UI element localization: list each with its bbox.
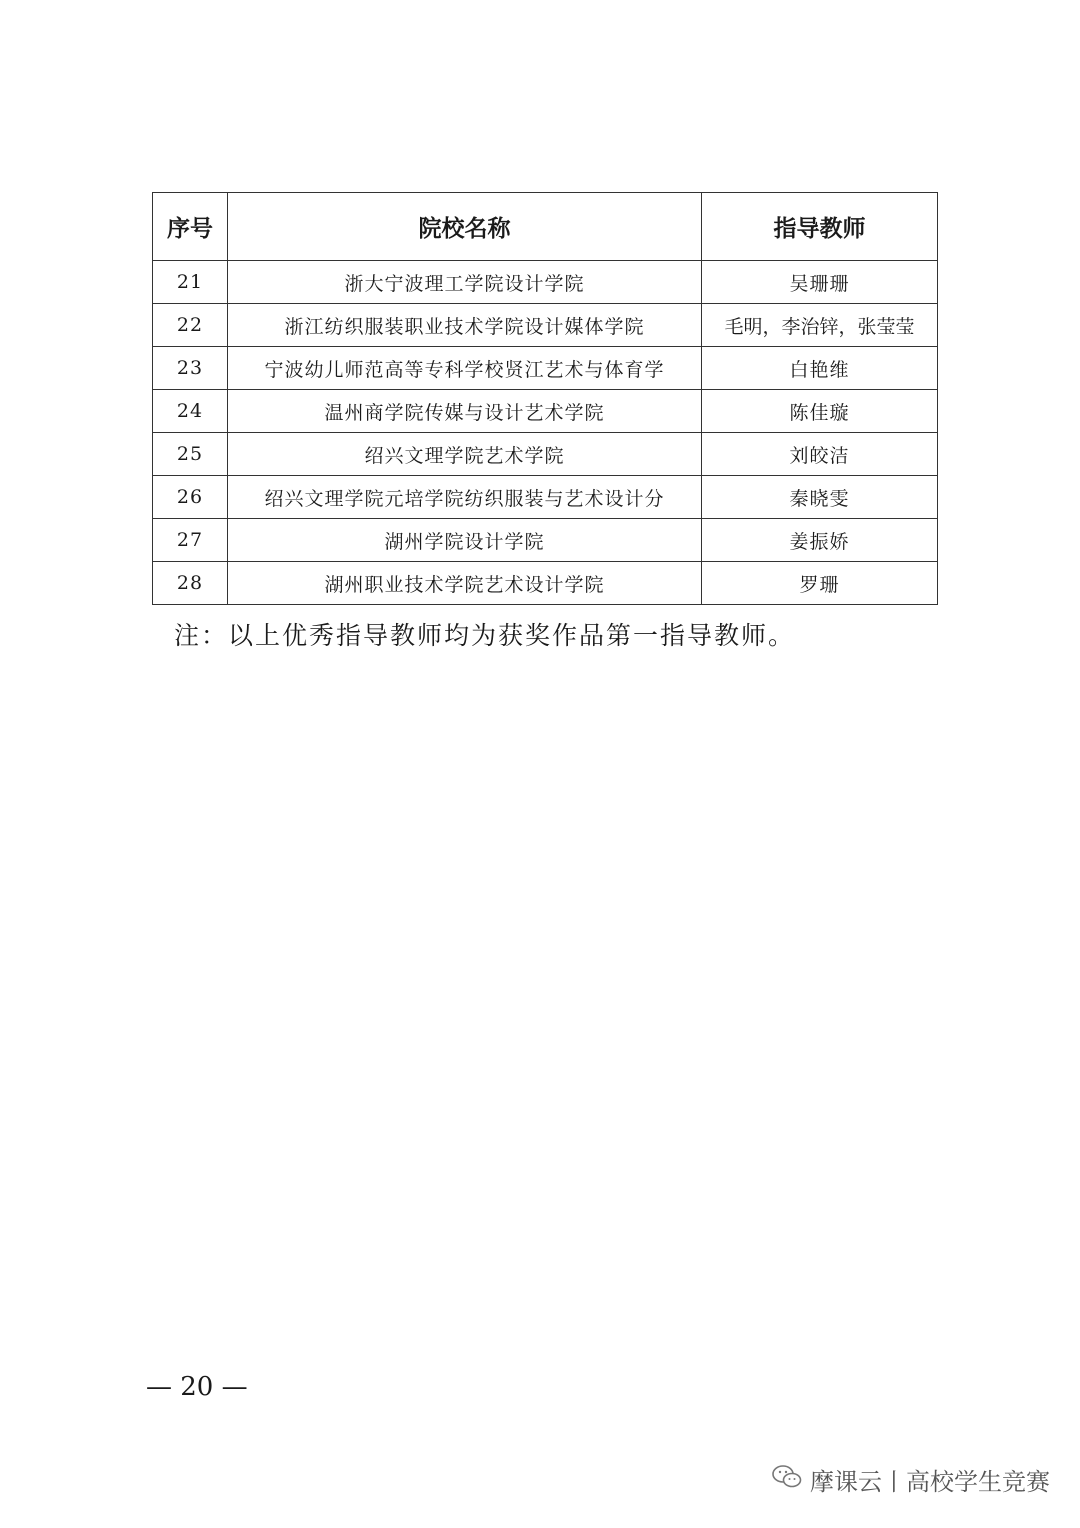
table-row xyxy=(153,304,938,347)
row-teacher: 陈佳璇 xyxy=(702,390,938,433)
table-row xyxy=(153,562,938,605)
row-teacher: 毛明，李治锌，张莹莹 xyxy=(702,304,938,347)
table-row xyxy=(153,261,938,304)
row-no: 22 xyxy=(153,304,228,347)
row-no: 26 xyxy=(153,476,228,519)
row-school: 绍兴文理学院元培学院纺织服装与艺术设计分 xyxy=(228,476,702,519)
watermark-text: 摩课云丨高校学生竞赛 xyxy=(810,1468,1050,1496)
award-teacher-table xyxy=(152,192,938,605)
row-school: 温州商学院传媒与设计艺术学院 xyxy=(228,390,702,433)
row-teacher: 姜振娇 xyxy=(702,519,938,562)
watermark xyxy=(772,1462,1050,1497)
footnote: 注：以上优秀指导教师均为获奖作品第一指导教师。 xyxy=(174,621,796,650)
row-school: 宁波幼儿师范高等专科学校贤江艺术与体育学 xyxy=(228,347,702,390)
table-row xyxy=(153,519,938,562)
row-teacher: 秦晓雯 xyxy=(702,476,938,519)
row-school: 浙江纺织服装职业技术学院设计媒体学院 xyxy=(228,304,702,347)
row-no: 23 xyxy=(153,347,228,390)
row-school: 绍兴文理学院艺术学院 xyxy=(228,433,702,476)
header-teacher: 指导教师 xyxy=(702,193,938,261)
row-no: 28 xyxy=(153,562,228,605)
row-school: 湖州职业技术学院艺术设计学院 xyxy=(228,562,702,605)
table-header-row xyxy=(153,193,938,261)
row-school: 浙大宁波理工学院设计学院 xyxy=(228,261,702,304)
header-no: 序号 xyxy=(153,193,228,261)
table-row xyxy=(153,476,938,519)
row-teacher: 罗珊 xyxy=(702,562,938,605)
row-no: 25 xyxy=(153,433,228,476)
header-school: 院校名称 xyxy=(228,193,702,261)
page-number: — 20 — xyxy=(146,1372,248,1402)
table-row xyxy=(153,433,938,476)
row-teacher: 刘皎洁 xyxy=(702,433,938,476)
table-row xyxy=(153,347,938,390)
row-no: 27 xyxy=(153,519,228,562)
row-no: 24 xyxy=(153,390,228,433)
table-row xyxy=(153,390,938,433)
row-school: 湖州学院设计学院 xyxy=(228,519,702,562)
row-teacher: 白艳维 xyxy=(702,347,938,390)
row-teacher: 吴珊珊 xyxy=(702,261,938,304)
row-no: 21 xyxy=(153,261,228,304)
wechat-icon xyxy=(772,1464,810,1496)
